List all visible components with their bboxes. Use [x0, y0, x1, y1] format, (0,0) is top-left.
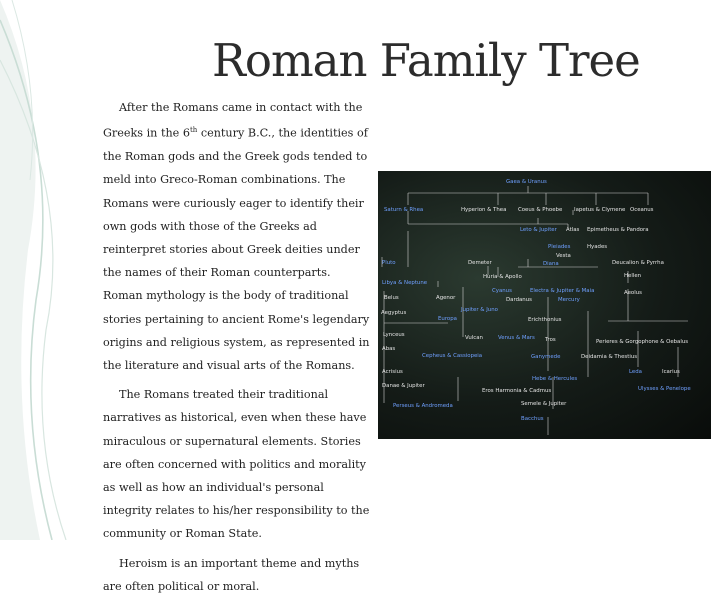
- tree-node: Lynceus: [383, 332, 405, 338]
- tree-node: Aeolus: [624, 290, 642, 296]
- tree-node: Hellen: [624, 273, 642, 279]
- tree-node: Perseus & Andromeda: [393, 403, 453, 409]
- tree-node: Aegyptus: [381, 310, 407, 316]
- slide-title: Roman Family Tree: [212, 34, 640, 87]
- tree-node: Pleiades: [548, 244, 571, 250]
- tree-node: Leto & Jupiter: [520, 227, 557, 233]
- tree-node: Epimetheus & Pandora: [587, 227, 649, 233]
- tree-node: Coeus & Phoebe: [518, 207, 563, 213]
- tree-node: Vesta: [556, 253, 571, 259]
- tree-node: Mercury: [558, 297, 580, 303]
- paragraph-1: After the Romans came in contact with the Greeks in the 6th century B.C., the identities of the Roman gods and the Greek gods tended to meld into Greco-Roman combinations. The Romans were curiously eager to identify their own gods with those of the Greeks ad reinterpret stories about Greek deities under the names of their Roman counterparts. Roman mythology is the body of traditional stories pertaining to ancient Rome's legendary origins and religious system, as represented in the literature and visual arts of the Romans.: [103, 101, 370, 372]
- tree-node: Semele & Jupiter: [521, 401, 567, 407]
- tree-node: Venus & Mars: [498, 335, 535, 341]
- body-text: [103, 96, 371, 604]
- tree-node: Libya & Neptune: [382, 280, 428, 286]
- tree-node: Perieres & Gorgophone & Oebalus: [596, 339, 689, 345]
- tree-node: Electra & Jupiter & Maia: [530, 288, 595, 294]
- tree-node: Iapetus & Clymene: [574, 207, 626, 213]
- tree-node: Saturn & Rhea: [384, 207, 424, 213]
- tree-node: Cepheus & Cassiopeia: [422, 353, 483, 359]
- tree-node: Gaea & Uranus: [506, 179, 547, 185]
- tree-node: Abas: [382, 346, 396, 352]
- tree-node: Deidamia & Thestius: [581, 354, 638, 360]
- tree-node: Europa: [438, 316, 457, 322]
- tree-node: Belus: [384, 295, 399, 301]
- paragraph-2: The Romans treated their traditional narratives as historical, even when these have miraculous or supernatural elements. Stories are often concerned with politics and morality as well as how an individual's personal integrity relates to his/her responsibility to the community or Roman State.: [103, 388, 370, 541]
- tree-node: Acrisius: [382, 369, 403, 375]
- tree-node: Diana: [543, 261, 559, 267]
- tree-node: Ulysses & Penelope: [638, 386, 691, 392]
- tree-node: Danae & Jupiter: [382, 383, 425, 389]
- tree-node: Icarius: [662, 369, 680, 375]
- tree-node: Demeter: [468, 260, 492, 266]
- paragraph-3: Heroism is an important theme and myths are often political or moral.: [103, 556, 360, 593]
- tree-node: Hyades: [587, 244, 608, 250]
- family-tree-image: [378, 171, 711, 439]
- tree-node: Ganymede: [531, 354, 561, 360]
- tree-node: Jupiter & Juno: [461, 307, 498, 313]
- tree-node: Dardanus: [506, 297, 532, 303]
- tree-node: Atlas: [566, 227, 580, 233]
- tree-node: Vulcan: [465, 335, 483, 341]
- tree-node: Deucalion & Pyrrha: [612, 260, 664, 266]
- tree-node: Pluto: [382, 260, 396, 266]
- tree-node: Tros: [545, 337, 556, 343]
- tree-node: Cyanus: [492, 288, 512, 294]
- tree-node: Agenor: [436, 295, 456, 301]
- tree-node: Hyperion & Thea: [461, 207, 507, 213]
- tree-node: Eros Harmonia & Cadmus: [482, 388, 552, 394]
- tree-node: Hebe & Hercules: [532, 376, 578, 382]
- tree-node: Leda: [629, 369, 642, 375]
- tree-node: Huria & Apollo: [483, 274, 522, 280]
- tree-node: Oceanus: [630, 207, 654, 213]
- tree-node: Erichthonius: [528, 317, 562, 323]
- tree-node: Bacchus: [521, 416, 544, 422]
